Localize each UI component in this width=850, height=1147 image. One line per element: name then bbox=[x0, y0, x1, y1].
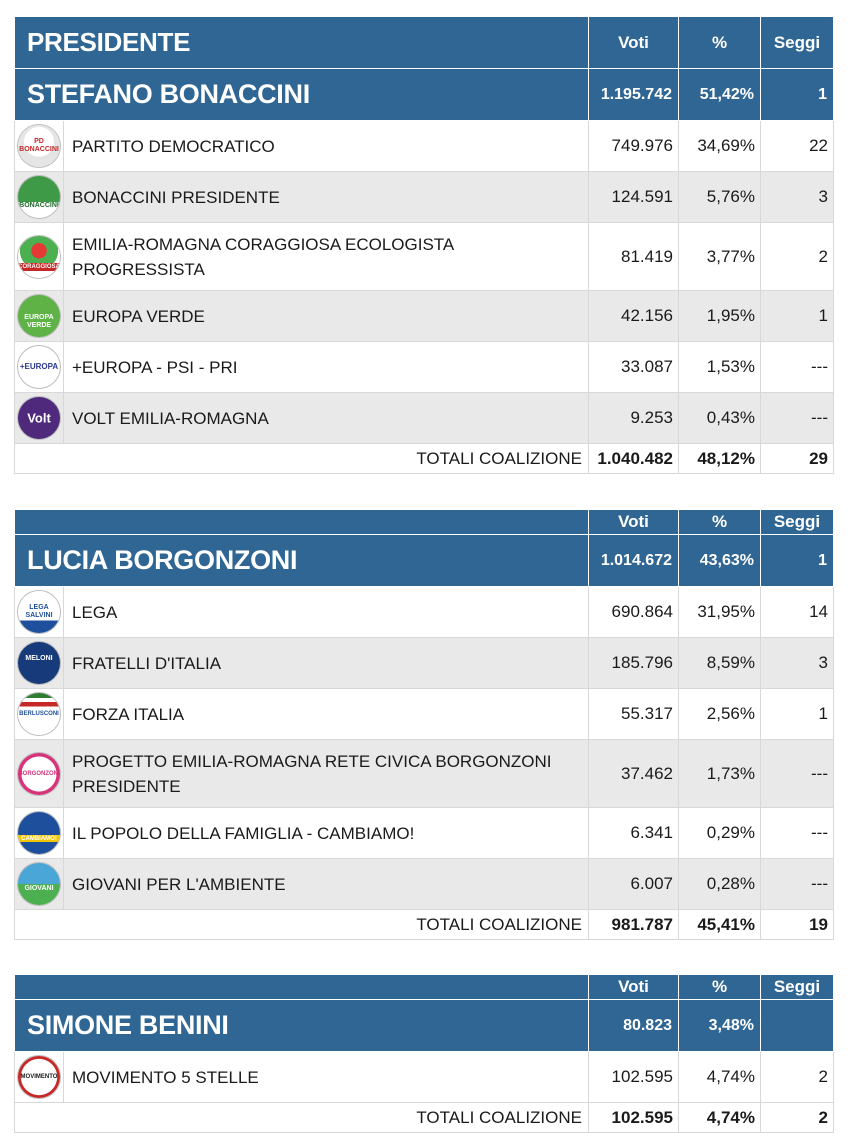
total-label: TOTALI COALIZIONE bbox=[15, 910, 589, 940]
party-pct: 5,76% bbox=[679, 172, 761, 223]
logo-text: LEGA SALVINI bbox=[25, 604, 53, 619]
volt-logo-icon bbox=[18, 397, 60, 439]
candidate-pct: 51,42% bbox=[679, 69, 761, 121]
party-seggi: --- bbox=[761, 342, 834, 393]
party-row bbox=[15, 291, 834, 342]
party-voti: 55.317 bbox=[589, 689, 679, 740]
party-row bbox=[15, 689, 834, 740]
giovani-ambiente-logo-icon bbox=[18, 863, 60, 905]
candidate-seggi: 1 bbox=[761, 535, 834, 587]
party-name: GIOVANI PER L'AMBIENTE bbox=[64, 859, 589, 910]
europa-verde-logo-icon bbox=[18, 295, 60, 337]
total-seggi: 29 bbox=[761, 444, 834, 474]
total-seggi: 19 bbox=[761, 910, 834, 940]
seggi-header: Seggi bbox=[761, 975, 834, 1000]
coalition-table-benini bbox=[14, 974, 834, 1133]
logo-text: MELONI bbox=[25, 654, 53, 662]
party-row bbox=[15, 121, 834, 172]
coraggiosa-logo-icon bbox=[18, 236, 60, 278]
total-pct: 4,74% bbox=[679, 1103, 761, 1133]
total-pct: 45,41% bbox=[679, 910, 761, 940]
logo-text: CAMBIAMO! bbox=[21, 835, 57, 842]
candidate-pct: 43,63% bbox=[679, 535, 761, 587]
candidate-voti: 1.014.672 bbox=[589, 535, 679, 587]
party-row bbox=[15, 859, 834, 910]
party-voti: 690.864 bbox=[589, 587, 679, 638]
party-name: VOLT EMILIA-ROMAGNA bbox=[64, 393, 589, 444]
party-row bbox=[15, 172, 834, 223]
logo-text: Volt bbox=[27, 410, 51, 426]
party-pct: 34,69% bbox=[679, 121, 761, 172]
party-voti: 42.156 bbox=[589, 291, 679, 342]
party-pct: 31,95% bbox=[679, 587, 761, 638]
total-label: TOTALI COALIZIONE bbox=[15, 1103, 589, 1133]
party-seggi: --- bbox=[761, 808, 834, 859]
page-title: PRESIDENTE bbox=[15, 17, 589, 69]
forza-italia-logo-icon bbox=[18, 693, 60, 735]
party-seggi: 2 bbox=[761, 1052, 834, 1103]
party-pct: 3,77% bbox=[679, 223, 761, 291]
party-name: FORZA ITALIA bbox=[64, 689, 589, 740]
party-row bbox=[15, 342, 834, 393]
party-seggi: 2 bbox=[761, 223, 834, 291]
coalition-total-row bbox=[15, 444, 834, 474]
party-seggi: --- bbox=[761, 859, 834, 910]
voti-header: Voti bbox=[589, 17, 679, 69]
party-seggi: 14 bbox=[761, 587, 834, 638]
party-voti: 81.419 bbox=[589, 223, 679, 291]
total-seggi: 2 bbox=[761, 1103, 834, 1133]
logo-text: MOVIMENTO bbox=[20, 1074, 58, 1080]
total-pct: 48,12% bbox=[679, 444, 761, 474]
party-name: BONACCINI PRESIDENTE bbox=[64, 172, 589, 223]
candidate-name: LUCIA BORGONZONI bbox=[15, 535, 589, 587]
coalition-table-bonaccini bbox=[14, 16, 834, 474]
seggi-header: Seggi bbox=[761, 510, 834, 535]
party-voti: 102.595 bbox=[589, 1052, 679, 1103]
candidate-row bbox=[15, 535, 834, 587]
coalition-table-borgonzoni bbox=[14, 509, 834, 940]
logo-text: BONACCINI bbox=[19, 202, 59, 210]
logo-text: EUROPA VERDE bbox=[24, 314, 54, 330]
party-seggi: 1 bbox=[761, 291, 834, 342]
candidate-pct: 3,48% bbox=[679, 1000, 761, 1052]
bonaccini-presidente-logo-icon bbox=[18, 176, 60, 218]
total-voti: 981.787 bbox=[589, 910, 679, 940]
party-seggi: 22 bbox=[761, 121, 834, 172]
party-row bbox=[15, 1052, 834, 1103]
total-voti: 1.040.482 bbox=[589, 444, 679, 474]
party-voti: 749.976 bbox=[589, 121, 679, 172]
party-name: PARTITO DEMOCRATICO bbox=[64, 121, 589, 172]
party-row bbox=[15, 638, 834, 689]
total-label: TOTALI COALIZIONE bbox=[15, 444, 589, 474]
party-seggi: 3 bbox=[761, 172, 834, 223]
candidate-voti: 80.823 bbox=[589, 1000, 679, 1052]
seggi-header: Seggi bbox=[761, 17, 834, 69]
coalition-total-row bbox=[15, 910, 834, 940]
logo-text: BORGONZONI bbox=[18, 770, 60, 777]
candidate-name: SIMONE BENINI bbox=[15, 1000, 589, 1052]
pct-header: % bbox=[679, 975, 761, 1000]
party-row bbox=[15, 740, 834, 808]
candidate-row bbox=[15, 69, 834, 121]
party-pct: 1,53% bbox=[679, 342, 761, 393]
party-row bbox=[15, 223, 834, 291]
party-pct: 1,95% bbox=[679, 291, 761, 342]
party-pct: 0,29% bbox=[679, 808, 761, 859]
table-header-row bbox=[15, 510, 834, 535]
popolo-famiglia-logo-icon bbox=[18, 812, 60, 854]
lega-logo-icon bbox=[18, 591, 60, 633]
party-row bbox=[15, 587, 834, 638]
borgonzoni-presidente-logo-icon bbox=[18, 753, 60, 795]
party-pct: 2,56% bbox=[679, 689, 761, 740]
candidate-row bbox=[15, 1000, 834, 1052]
party-seggi: 3 bbox=[761, 638, 834, 689]
party-pct: 0,28% bbox=[679, 859, 761, 910]
total-voti: 102.595 bbox=[589, 1103, 679, 1133]
party-voti: 6.007 bbox=[589, 859, 679, 910]
party-name: EUROPA VERDE bbox=[64, 291, 589, 342]
pd-logo-icon bbox=[18, 125, 60, 167]
logo-text: BERLUSCONI bbox=[19, 711, 59, 717]
party-voti: 9.253 bbox=[589, 393, 679, 444]
party-pct: 1,73% bbox=[679, 740, 761, 808]
party-name: EMILIA-ROMAGNA CORAGGIOSA ECOLOGISTA PROGRESSISTA bbox=[64, 223, 589, 291]
logo-text: GIOVANI bbox=[24, 885, 54, 893]
party-pct: 8,59% bbox=[679, 638, 761, 689]
party-voti: 185.796 bbox=[589, 638, 679, 689]
candidate-seggi: 1 bbox=[761, 69, 834, 121]
piu-europa-logo-icon bbox=[18, 346, 60, 388]
table-header-row bbox=[15, 17, 834, 69]
candidate-voti: 1.195.742 bbox=[589, 69, 679, 121]
party-row bbox=[15, 393, 834, 444]
candidate-name: STEFANO BONACCINI bbox=[15, 69, 589, 121]
voti-header: Voti bbox=[589, 975, 679, 1000]
party-voti: 33.087 bbox=[589, 342, 679, 393]
candidate-seggi bbox=[761, 1000, 834, 1052]
fratelli-italia-logo-icon bbox=[18, 642, 60, 684]
party-voti: 124.591 bbox=[589, 172, 679, 223]
logo-text: +EUROPA bbox=[19, 362, 59, 371]
party-seggi: --- bbox=[761, 740, 834, 808]
party-name: +EUROPA - PSI - PRI bbox=[64, 342, 589, 393]
party-row bbox=[15, 808, 834, 859]
party-seggi: --- bbox=[761, 393, 834, 444]
logo-text: PD BONACCINI bbox=[19, 138, 59, 153]
party-name: LEGA bbox=[64, 587, 589, 638]
coalition-total-row bbox=[15, 1103, 834, 1133]
party-name: MOVIMENTO 5 STELLE bbox=[64, 1052, 589, 1103]
party-name: IL POPOLO DELLA FAMIGLIA - CAMBIAMO! bbox=[64, 808, 589, 859]
party-seggi: 1 bbox=[761, 689, 834, 740]
party-voti: 6.341 bbox=[589, 808, 679, 859]
logo-text: CORAGGIOSA bbox=[18, 264, 60, 270]
movimento-5-stelle-logo-icon bbox=[18, 1056, 60, 1098]
table-header-row bbox=[15, 975, 834, 1000]
party-voti: 37.462 bbox=[589, 740, 679, 808]
pct-header: % bbox=[679, 510, 761, 535]
party-pct: 0,43% bbox=[679, 393, 761, 444]
voti-header: Voti bbox=[589, 510, 679, 535]
party-name: PROGETTO EMILIA-ROMAGNA RETE CIVICA BORGONZONI PRESIDENTE bbox=[64, 740, 589, 808]
pct-header: % bbox=[679, 17, 761, 69]
party-pct: 4,74% bbox=[679, 1052, 761, 1103]
party-name: FRATELLI D'ITALIA bbox=[64, 638, 589, 689]
